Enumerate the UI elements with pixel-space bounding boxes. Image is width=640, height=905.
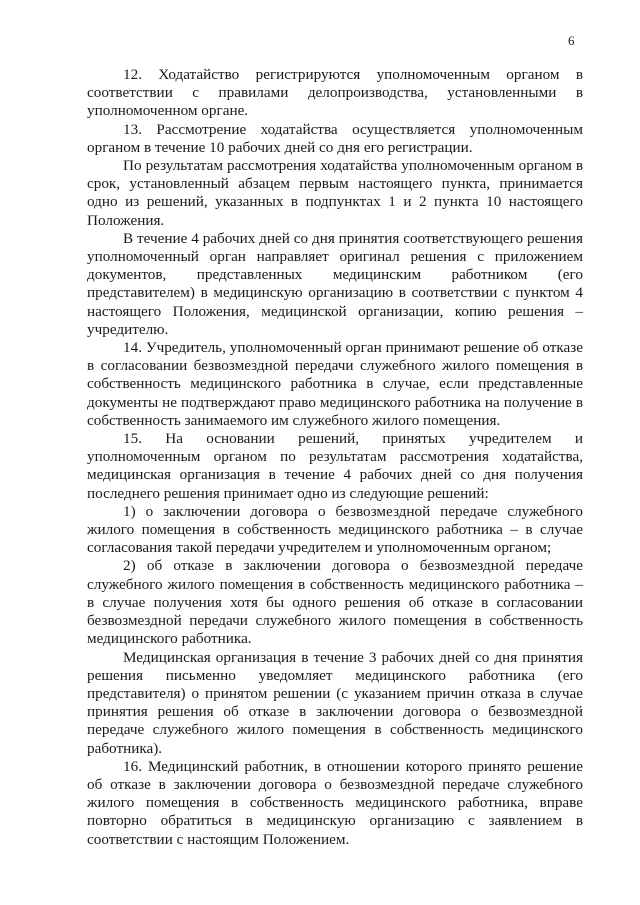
document-body xyxy=(87,66,583,849)
paragraph-12: 12. Ходатайство регистрируются уполномоченным органом в соответствии с правилами делопроизводства, установленными в уполномоченном органе. xyxy=(87,66,583,120)
paragraph-15-notification: Медицинская организация в течение 3 рабочих дней со дня принятия решения письменно уведомляет медицинского работника (его представителя) о принятом решении (с указанием причин отказа в случае принятия решения об отказе в заключении договора о безвозмездной передаче служебного жилого помещения в собственность медицинского работника). xyxy=(87,648,583,757)
paragraph-14: 14. Учредитель, уполномоченный орган принимают решение об отказе в согласовании безвозмездной передачи служебного жилого помещения в собственность медицинского работника в случае, если представленные документы не подтверждают право медицинского работника на получение в собственность занимаемого им служебного жилого помещения. xyxy=(87,339,583,429)
paragraph-15-item-1: 1) о заключении договора о безвозмездной передаче служебного жилого помещения в собственность медицинского работника – в случае согласования такой передачи учредителем и уполномоченным органом; xyxy=(87,502,583,557)
paragraph-16: 16. Медицинский работник, в отношении которого принято решение об отказе в заключении договора о безвозмездной передаче служебного жилого помещения в собственность медицинского работника, вправе повторно обратиться в медицинскую организацию с заявлением в соответствии с настоящим Положением. xyxy=(87,757,583,848)
paragraph-13-review-result: По результатам рассмотрения ходатайства уполномоченным органом в срок, установленный абзацем первым настоящего пункта, принимается одно из решений, указанных в подпунктах 1 и 2 пункта 10 настоящего Положения. xyxy=(87,157,583,229)
page-number: 6 xyxy=(568,33,575,48)
paragraph-13: 13. Рассмотрение ходатайства осуществляется уполномоченным органом в течение 10 рабочих дней со дня его регистрации. xyxy=(87,120,583,156)
paragraph-15-item-2: 2) об отказе в заключении договора о безвозмездной передаче служебного жилого помещения в собственность медицинского работника – в случае получения хотя бы одного решения об отказе в согласовании безвозмездной передачи служебного жилого помещения в собственность медицинского работника. xyxy=(87,557,583,648)
paragraph-13-decision-sending: В течение 4 рабочих дней со дня принятия соответствующего решения уполномоченный орган направляет оригинал решения с приложением документов, представленных медицинским работником (его представителем) в медицинскую организацию в соответствии с пунктом 4 настоящего Положения, медицинской организации, копию решения – учредителю. xyxy=(87,229,583,338)
paragraph-15: 15. На основании решений, принятых учредителем и уполномоченным органом по результатам рассмотрения ходатайства, медицинская организация в течение 4 рабочих дней со дня получения последнего решения принимает одно из следующие решений: xyxy=(87,430,583,502)
